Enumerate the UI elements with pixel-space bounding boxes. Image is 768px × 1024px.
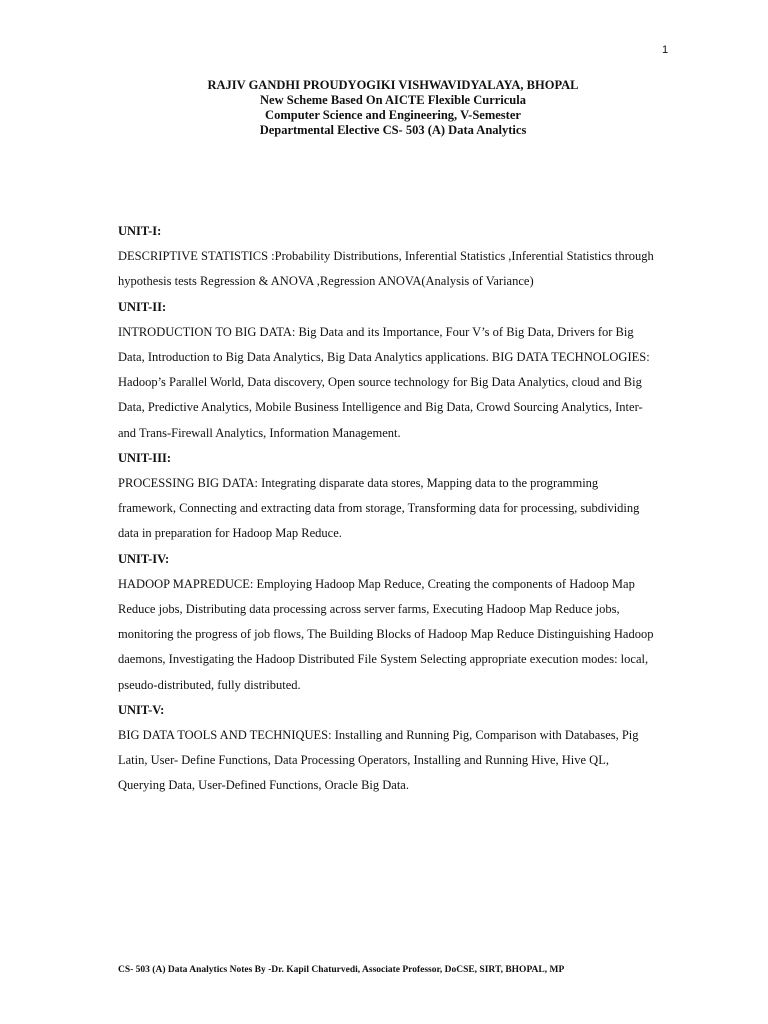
unit-heading: UNIT-III: — [118, 450, 172, 465]
unit-text: BIG DATA TOOLS AND TECHNIQUES: Installing and Running Pig, Comparison with Databases, Pig Latin, User- Define Functions, Data Processing Operators, Installing and Running Hive, Hive QL, Querying Data, User-Defined Functions, Oracle Big Data. — [118, 728, 639, 793]
scheme-title: New Scheme Based On AICTE Flexible Curricula — [260, 93, 526, 107]
branch-title: Computer Science and Engineering, V-Semester — [265, 108, 521, 122]
unit-3 — [118, 446, 658, 547]
unit-text: HADOOP MAPREDUCE: Employing Hadoop Map Reduce, Creating the components of Hadoop Map Reduce jobs, Distributing data processing across server farms, Executing Hadoop Map Reduce jobs, monitoring the progress of job flows, The Building Blocks of Hadoop Map Reduce Distinguishing Hadoop daemons, Investigating the Hadoop Distributed File System Selecting appropriate execution modes: local, pseudo-distributed, fully distributed. — [118, 576, 654, 692]
page-footer: CS- 503 (A) Data Analytics Notes By -Dr. Kapil Chaturvedi, Associate Professor, DoCSE, SIRT, BHOPAL, MP — [118, 965, 565, 975]
unit-1 — [118, 219, 658, 295]
unit-heading: UNIT-I: — [118, 224, 162, 238]
unit-heading: UNIT-V: — [118, 702, 165, 717]
unit-text: PROCESSING BIG DATA: Integrating disparate data stores, Mapping data to the programming framework, Connecting and extracting data from storage, Transforming data for processing, subdividing data in preparation for Hadoop Map Reduce. — [118, 476, 640, 541]
unit-2 — [118, 295, 658, 446]
unit-text: INTRODUCTION TO BIG DATA: Big Data and its Importance, Four V’s of Big Data, Drivers for Big Data, Introduction to Big Data Analytics, Big Data Analytics applications. BIG DATA TECHNOLOGIES: Hadoop’s Parallel World, Data discovery, Open source technology for Big Data Analytics, cloud and Big Data, Predictive Analytics, Mobile Business Intelligence and Big Data, Crowd Sourcing Analytics, Inter- and Trans-Firewall Analytics, Information Management. — [118, 324, 650, 440]
page-number: 1 — [662, 44, 669, 56]
unit-5 — [118, 698, 658, 799]
unit-text: DESCRIPTIVE STATISTICS :Probability Distributions, Inferential Statistics ,Inferential Statistics through hypothesis tests Regression & ANOVA ,Regression ANOVA(Analysis of Variance) — [118, 249, 654, 289]
unit-heading: UNIT-II: — [118, 299, 167, 314]
syllabus-body — [118, 219, 658, 799]
course-title: Departmental Elective CS- 503 (A) Data Analytics — [259, 123, 527, 137]
university-title: RAJIV GANDHI PROUDYOGIKI VISHWAVIDYALAYA, BHOPAL — [207, 78, 579, 92]
unit-heading: UNIT-IV: — [118, 551, 170, 566]
unit-4 — [118, 547, 658, 698]
document-header — [0, 78, 768, 138]
